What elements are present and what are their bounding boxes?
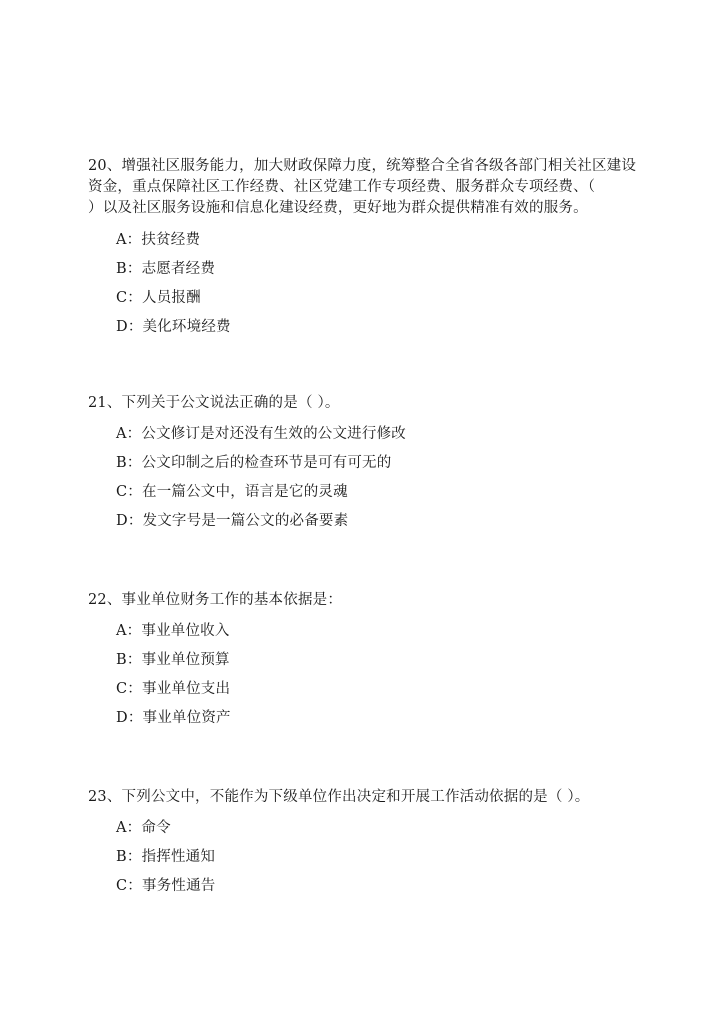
option-a[interactable] — [116, 621, 648, 641]
question-stem — [88, 787, 648, 808]
option-text: 发文字号是一篇公文的必备要素 — [142, 513, 349, 529]
option-key: C： — [116, 681, 142, 697]
option-list — [88, 424, 648, 531]
question-stem — [88, 156, 648, 219]
stem-line: 资金，重点保障社区工作经费、社区党建工作专项经费、服务群众专项经费、（ — [88, 179, 596, 195]
option-text: 事业单位支出 — [142, 681, 231, 697]
option-b[interactable] — [116, 453, 648, 473]
option-c[interactable] — [116, 482, 648, 502]
option-text: 人员报酬 — [142, 290, 201, 306]
option-key: C： — [116, 290, 142, 306]
option-text: 在一篇公文中，语言是它的灵魂 — [142, 484, 348, 500]
option-text: 美化环境经费 — [142, 319, 231, 335]
option-a[interactable] — [116, 424, 648, 444]
option-text: 事业单位资产 — [142, 710, 231, 726]
option-c[interactable] — [116, 679, 648, 699]
option-key: B： — [116, 652, 142, 668]
stem-line: 22、事业单位财务工作的基本依据是： — [88, 592, 343, 608]
option-key: B： — [116, 849, 142, 865]
option-a[interactable] — [116, 230, 648, 250]
option-key: B： — [116, 261, 142, 277]
option-b[interactable] — [116, 259, 648, 279]
option-key: B： — [116, 455, 142, 471]
option-d[interactable] — [116, 317, 648, 337]
option-key: A： — [116, 623, 142, 639]
option-key: A： — [116, 426, 142, 442]
option-b[interactable] — [116, 650, 648, 670]
stem-line: 20、增强社区服务能力，加大财政保障力度，统筹整合全省各级各部门相关社区建设 — [88, 158, 637, 174]
question-20 — [88, 156, 648, 337]
option-key: D： — [116, 319, 143, 335]
option-text: 命令 — [141, 820, 171, 836]
option-key: A： — [116, 820, 142, 836]
option-c[interactable] — [116, 876, 648, 896]
stem-line: 23、下列公文中，不能作为下级单位作出决定和开展工作活动依据的是（ ）。 — [88, 789, 590, 805]
option-a[interactable] — [116, 818, 648, 838]
question-stem — [88, 393, 648, 414]
option-b[interactable] — [116, 847, 648, 867]
question-21 — [88, 393, 648, 531]
option-list — [88, 230, 648, 337]
option-d[interactable] — [116, 708, 648, 728]
option-key: D： — [116, 513, 143, 529]
option-key: C： — [116, 484, 142, 500]
option-text: 公文修订是对还没有生效的公文进行修改 — [141, 426, 406, 442]
option-text: 扶贫经费 — [141, 232, 201, 248]
option-text: 指挥性通知 — [141, 849, 216, 865]
option-text: 事业单位收入 — [141, 623, 230, 639]
option-text: 志愿者经费 — [141, 261, 216, 277]
option-text: 事业单位预算 — [141, 652, 230, 668]
question-22 — [88, 590, 648, 728]
question-23 — [88, 787, 648, 896]
option-text: 事务性通告 — [142, 878, 216, 894]
option-list — [88, 621, 648, 728]
option-text: 公文印制之后的检查环节是可有可无的 — [141, 455, 392, 471]
option-key: C： — [116, 878, 142, 894]
stem-line: ）以及社区服务设施和信息化建设经费，更好地为群众提供精准有效的服务。 — [88, 200, 588, 216]
option-d[interactable] — [116, 511, 648, 531]
stem-line: 21、下列关于公文说法正确的是（ ）。 — [88, 395, 340, 411]
question-stem — [88, 590, 648, 611]
option-key: D： — [116, 710, 143, 726]
option-key: A： — [116, 232, 142, 248]
option-list — [88, 818, 648, 896]
option-c[interactable] — [116, 288, 648, 308]
